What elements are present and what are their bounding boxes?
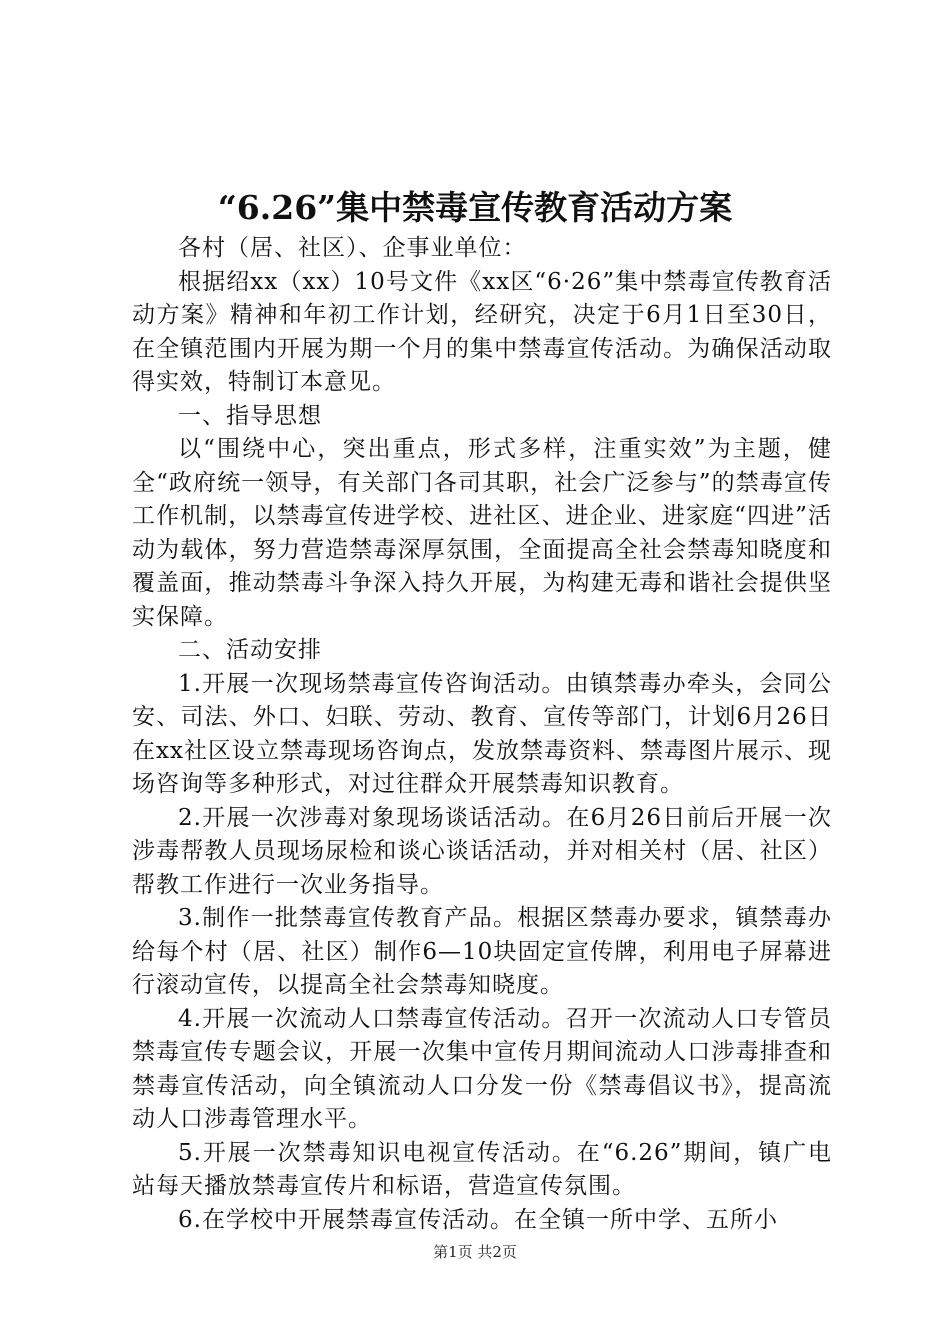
page-number-footer: 第1页 共2页 bbox=[433, 1243, 517, 1261]
activity-item-3: 3.制作一批禁毒宣传教育产品。根据区禁毒办要求，镇禁毒办给每个村（居、社区）制作6—10块固定宣传牌，利用电子屏幕进行滚动宣传，以提高全社会禁毒知晓度。 bbox=[132, 905, 832, 998]
activity-item-6: 6.在学校中开展禁毒宣传活动。在全镇一所中学、五所小 bbox=[178, 1206, 778, 1233]
activity-item-4: 4.开展一次流动人口禁毒宣传活动。召开一次流动人口专管员禁毒宣传专题会议，开展一次集中宣传月期间流动人口涉毒排查和禁毒宣传活动，向全镇流动人口分发一份《禁毒倡议书》，提高流动人口涉毒管理水平。 bbox=[132, 1005, 832, 1132]
document-title: “6.26”集中禁毒宣传教育活动方案 bbox=[217, 188, 733, 227]
section-heading-activity-plan: 二、活动安排 bbox=[178, 637, 322, 663]
activity-item-1: 1.开展一次现场禁毒宣传咨询活动。由镇禁毒办牵头，会同公安、司法、外口、妇联、劳动、教育、宣传等部门，计划6月26日在xx社区设立禁毒现场咨询点，发放禁毒资料、禁毒图片展示、现场咨询等多种形式，对过往群众开展禁毒知识教育。 bbox=[132, 670, 832, 797]
section-heading-guiding-thought: 一、指导思想 bbox=[178, 402, 322, 429]
activity-item-5: 5.开展一次禁毒知识电视宣传活动。在“6.26”期间，镇广电站每天播放禁毒宣传片和标语，营造宣传氛围。 bbox=[132, 1139, 832, 1199]
salutation-paragraph: 各村（居、社区）、企事业单位： bbox=[178, 235, 527, 261]
guiding-thought-paragraph: 以“围绕中心，突出重点，形式多样，注重实效”为主题，健全“政府统一领导，有关部门各司其职，社会广泛参与”的禁毒宣传工作机制，以禁毒宣传进学校、进社区、进企业、进家庭“四进”活动为载体，努力营造禁毒深厚氛围，全面提高全社会禁毒知晓度和覆盖面，推动禁毒斗争深入持久开展，为构建无毒和谐社会提供坚实保障。 bbox=[132, 436, 832, 630]
document-body bbox=[132, 232, 832, 1237]
intro-paragraph: 根据绍xx（xx）10号文件《xx区“6·26”集中禁毒宣传教育活动方案》精神和年初工作计划，经研究，决定于6月1日至30日，在全镇范围内开展为期一个月的集中禁毒宣传活动。为确保活动取得实效，特制订本意见。 bbox=[132, 268, 832, 395]
activity-item-2: 2.开展一次涉毒对象现场谈话活动。在6月26日前后开展一次涉毒帮教人员现场尿检和谈心谈话活动，并对相关村（居、社区）帮教工作进行一次业务指导。 bbox=[132, 804, 832, 898]
